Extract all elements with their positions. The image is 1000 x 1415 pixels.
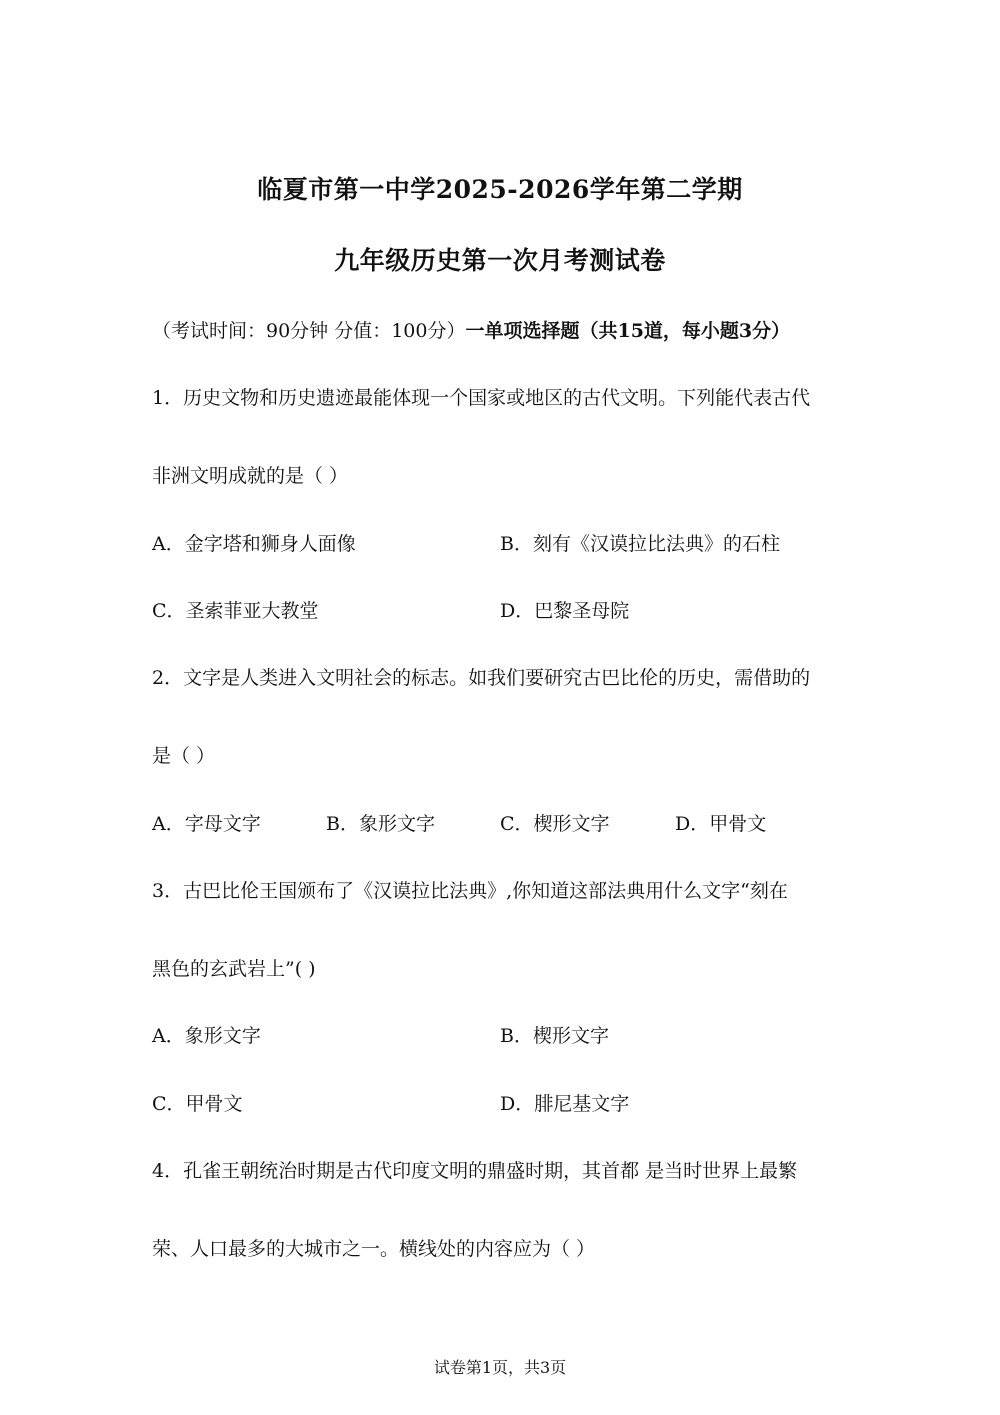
question-1-option-b: B．刻有《汉谟拉比法典》的石柱 (500, 533, 780, 555)
section-title: 一单项选择题（共15道，每小题3分） (465, 320, 791, 342)
exam-title-line2: 九年级历史第一次月考测试卷 (334, 246, 666, 275)
question-2-stem-line2: 是（ ） (152, 745, 216, 767)
question-3-option-d: D．腓尼基文字 (500, 1093, 630, 1115)
exam-meta: （考试时间：90分钟 分值：100分） (152, 320, 466, 342)
question-3-option-a: A．象形文字 (152, 1025, 261, 1047)
question-1-stem-line1: 1．历史文物和历史遗迹最能体现一个国家或地区的古代文明。下列能代表古代 (152, 387, 811, 409)
question-3-option-c: C．甲骨文 (152, 1093, 243, 1115)
question-2-option-a: A．字母文字 (152, 813, 261, 835)
question-1-option-a: A．金字塔和狮身人面像 (152, 533, 356, 555)
exam-info-line (152, 316, 790, 343)
question-2-stem-line1: 2．文字是人类进入文明社会的标志。如我们要研究古巴比伦的历史，需借助的 (152, 667, 811, 689)
question-2-option-b: B．象形文字 (326, 813, 435, 835)
question-1-option-d: D．巴黎圣母院 (500, 600, 630, 622)
question-3-stem-line1: 3．古巴比伦王国颁布了《汉谟拉比法典》,你知道这部法典用什么文字“刻在 (152, 880, 788, 902)
question-3-stem-line2: 黑色的玄武岩上”( ) (152, 958, 316, 980)
question-4-stem-line1: 4．孔雀王朝统治时期是古代印度文明的鼎盛时期，其首都 是当时世界上最繁 (152, 1160, 798, 1182)
question-3-option-b: B．楔形文字 (500, 1025, 609, 1047)
question-4-stem-line2: 荣、人口最多的大城市之一。横线处的内容应为（ ） (152, 1238, 596, 1260)
question-1-option-c: C．圣索菲亚大教堂 (152, 600, 319, 622)
question-2-option-c: C．楔形文字 (500, 813, 610, 835)
exam-title-line1: 临夏市第一中学2025-2026学年第二学期 (257, 175, 743, 204)
question-1-stem-line2: 非洲文明成就的是（ ） (152, 465, 349, 487)
page-footer: 试卷第1页，共3页 (433, 1358, 567, 1377)
question-2-option-d: D．甲骨文 (675, 813, 767, 835)
